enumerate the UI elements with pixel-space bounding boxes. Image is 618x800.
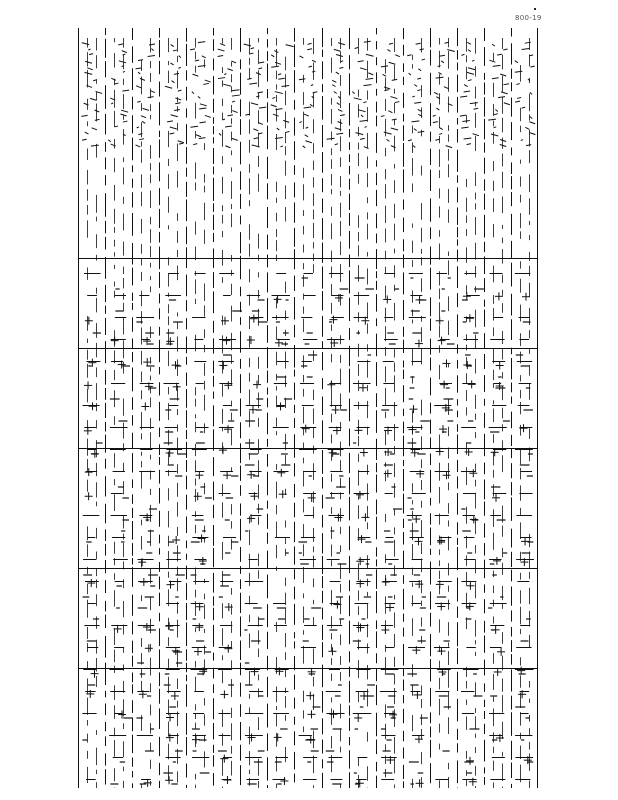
- header-tick-mark: [225, 126, 232, 127]
- header-tick-mark: [205, 115, 211, 117]
- header-tick-mark: [473, 134, 479, 136]
- header-tick-mark: [89, 54, 93, 55]
- header-tick-mark: [422, 59, 425, 60]
- header-tick-mark: [256, 96, 259, 97]
- header-tick-mark: [82, 43, 89, 45]
- header-tick-mark: [141, 116, 146, 118]
- header-tick-mark: [515, 101, 520, 102]
- header-tick-mark: [412, 96, 415, 97]
- header-tick-mark: [192, 74, 198, 76]
- header-tick-mark: [123, 71, 125, 72]
- header-tick-mark: [464, 85, 468, 87]
- page-number: 800-19: [515, 14, 542, 22]
- header-tick-mark: [178, 67, 180, 68]
- header-tick-mark: [470, 103, 478, 104]
- header-tick-mark: [493, 127, 496, 128]
- header-tick-mark: [360, 138, 365, 139]
- header-tick-mark: [198, 96, 200, 98]
- header-tick-mark: [218, 78, 225, 79]
- header-tick-mark: [299, 56, 303, 58]
- header-tick-mark: [303, 146, 305, 148]
- header-tick-mark: [304, 114, 309, 116]
- header-tick-mark: [468, 80, 472, 81]
- header-tick-mark: [232, 90, 240, 91]
- header-tick-mark: [493, 65, 501, 66]
- header-tick-mark: [332, 80, 336, 82]
- header-tick-mark: [446, 146, 452, 148]
- header-tick-mark: [179, 56, 181, 58]
- header-tick-mark: [299, 122, 301, 123]
- header-tick-mark: [271, 55, 274, 57]
- header-tick-mark: [500, 74, 506, 76]
- header-tick-mark: [501, 92, 508, 94]
- header-tick-mark: [228, 115, 233, 116]
- header-tick-mark: [497, 54, 502, 55]
- header-tick-mark: [306, 127, 309, 128]
- header-tick-mark: [275, 62, 281, 64]
- header-tick-mark: [389, 62, 396, 64]
- header-tick-mark: [232, 101, 235, 102]
- header-tick-mark: [251, 48, 254, 49]
- header-tick-mark: [334, 91, 337, 93]
- header-tick-mark: [138, 60, 143, 61]
- header-tick-mark: [259, 133, 263, 134]
- header-tick-mark: [253, 129, 258, 131]
- header-tick-mark: [205, 80, 211, 82]
- header-tick-mark: [199, 138, 206, 139]
- header-tick-mark: [515, 71, 522, 72]
- corner-speck: [534, 8, 536, 10]
- header-tick-mark: [384, 90, 388, 91]
- header-tick-mark: [178, 90, 182, 91]
- header-tick-mark: [389, 43, 393, 44]
- header-tick-mark: [390, 97, 397, 99]
- header-tick-mark: [122, 51, 127, 53]
- header-tick-mark: [118, 44, 123, 45]
- header-tick-mark: [388, 111, 392, 113]
- header-tick-mark: [85, 132, 89, 134]
- header-tick-mark: [121, 110, 128, 112]
- header-tick-mark: [364, 85, 372, 86]
- header-tick-mark: [472, 60, 475, 61]
- header-tick-mark: [259, 62, 264, 63]
- header-tick-mark: [461, 127, 468, 128]
- header-tick-mark: [135, 68, 141, 69]
- header-tick-mark: [219, 133, 221, 135]
- header-tick-mark: [249, 83, 257, 84]
- header-tick-mark: [148, 55, 155, 56]
- header-tick-mark: [85, 61, 92, 63]
- header-tick-mark: [517, 97, 521, 98]
- header-tick-mark: [327, 138, 335, 139]
- header-tick-mark: [474, 108, 478, 109]
- header-tick-mark: [408, 140, 412, 141]
- header-tick-mark: [167, 121, 173, 122]
- header-tick-mark: [142, 121, 145, 123]
- header-tick-mark: [387, 49, 390, 51]
- header-tick-mark: [108, 140, 111, 142]
- header-tick-mark: [420, 49, 424, 50]
- header-tick-mark: [503, 84, 509, 85]
- header-tick-mark: [462, 121, 469, 122]
- header-tick-mark: [492, 44, 495, 46]
- header-tick-mark: [439, 133, 442, 134]
- header-tick-mark: [468, 68, 475, 70]
- header-tick-mark: [137, 127, 139, 128]
- header-tick-mark: [307, 49, 312, 50]
- header-tick-mark: [355, 133, 363, 135]
- header-tick-mark: [87, 68, 93, 70]
- header-tick-mark: [383, 74, 387, 76]
- header-tick-mark: [358, 61, 364, 62]
- header-tick-mark: [444, 87, 449, 89]
- header-tick-mark: [441, 61, 444, 63]
- header-tick-mark: [464, 138, 472, 139]
- header-tick-mark: [467, 42, 470, 44]
- header-tick-mark: [489, 60, 495, 62]
- header-tick-mark: [384, 87, 390, 89]
- header-tick-mark: [174, 73, 179, 74]
- header-tick-mark: [232, 138, 238, 140]
- header-tick-mark: [224, 74, 226, 75]
- header-tick-mark: [251, 103, 258, 105]
- header-tick-mark: [460, 96, 467, 97]
- header-tick-mark: [280, 146, 283, 147]
- header-tick-mark: [338, 43, 345, 45]
- header-tick-mark: [165, 86, 172, 88]
- header-tick-mark: [360, 68, 367, 70]
- header-tick-mark: [417, 90, 421, 91]
- header-tick-mark: [170, 133, 175, 134]
- header-tick-mark: [525, 127, 529, 129]
- header-tick-mark: [179, 143, 183, 144]
- header-tick-mark: [232, 111, 237, 113]
- header-tick-mark: [277, 128, 280, 130]
- header-tick-mark: [311, 85, 313, 86]
- header-tick-mark: [435, 139, 439, 140]
- header-tick-mark: [515, 61, 518, 63]
- header-tick-mark: [271, 66, 279, 67]
- header-tick-mark: [384, 132, 392, 134]
- header-tick-mark: [460, 115, 466, 116]
- header-tick-mark: [433, 122, 438, 123]
- header-tick-mark: [339, 67, 343, 68]
- header-tick-mark: [395, 102, 399, 103]
- header-tick-mark: [254, 138, 259, 139]
- header-tick-mark: [258, 92, 263, 93]
- header-tick-mark: [195, 60, 199, 61]
- header-tick-mark: [271, 105, 277, 107]
- header-tick-mark: [392, 79, 398, 80]
- header-tick-mark: [464, 91, 470, 92]
- header-tick-mark: [304, 107, 312, 108]
- header-tick-mark: [416, 43, 421, 44]
- header-tick-mark: [245, 114, 249, 115]
- header-tick-mark: [491, 134, 498, 136]
- header-tick-mark: [414, 102, 421, 103]
- header-tick-mark: [338, 122, 343, 124]
- header-tick-mark: [498, 97, 505, 98]
- header-tick-mark: [526, 145, 531, 146]
- header-tick-mark: [392, 119, 397, 120]
- header-tick-mark: [199, 108, 206, 109]
- header-tick-mark: [305, 135, 308, 137]
- header-tick-mark: [202, 56, 206, 58]
- header-tick-mark: [395, 55, 400, 57]
- header-tick-mark: [364, 41, 371, 42]
- header-tick-mark: [95, 119, 100, 120]
- header-tick-mark: [530, 92, 532, 94]
- header-tick-mark: [368, 73, 373, 75]
- header-tick-mark: [308, 43, 312, 44]
- header-tick-mark: [275, 92, 283, 94]
- header-tick-mark: [149, 44, 155, 45]
- header-tick-mark: [354, 98, 362, 100]
- header-tick-mark: [231, 61, 236, 63]
- header-tick-mark: [433, 115, 436, 116]
- header-tick-mark: [122, 90, 129, 91]
- header-tick-mark: [223, 84, 231, 86]
- header-tick-mark: [409, 73, 411, 75]
- header-tick-mark: [193, 144, 197, 145]
- header-tick-mark: [173, 50, 177, 51]
- header-tick-mark: [495, 109, 497, 111]
- schematic-grid-sheet: [78, 28, 538, 788]
- header-tick-mark: [436, 77, 444, 78]
- header-tick-mark: [140, 78, 145, 80]
- header-tick-mark: [413, 145, 415, 147]
- header-tick-mark: [363, 102, 366, 103]
- header-tick-mark: [151, 49, 153, 51]
- header-tick-mark: [220, 44, 225, 46]
- header-tick-mark: [196, 135, 201, 137]
- header-tick-mark: [199, 122, 205, 123]
- header-tick-mark: [529, 122, 535, 124]
- header-tick-mark: [468, 50, 471, 52]
- header-tick-mark: [309, 66, 312, 67]
- header-tick-mark: [258, 68, 262, 69]
- header-tick-mark: [492, 78, 499, 79]
- header-tick-mark: [91, 145, 99, 146]
- header-tick-mark: [500, 140, 506, 142]
- header-tick-mark: [461, 54, 464, 55]
- header-tick-mark: [190, 126, 198, 127]
- header-tick-mark: [90, 98, 96, 100]
- header-tick-mark: [111, 144, 116, 146]
- header-tick-mark: [136, 145, 141, 147]
- header-tick-mark: [503, 49, 507, 50]
- header-tick-mark: [123, 121, 128, 122]
- header-tick-mark: [84, 72, 92, 74]
- header-tick-mark: [115, 126, 119, 127]
- header-tick-mark: [305, 141, 312, 143]
- header-tick-mark: [278, 78, 284, 79]
- header-tick-mark: [259, 107, 266, 108]
- header-tick-mark: [521, 140, 523, 141]
- header-tick-mark: [192, 92, 194, 94]
- header-tick-mark: [171, 45, 174, 47]
- header-tick-mark: [190, 49, 195, 50]
- header-tick-mark: [137, 101, 140, 102]
- header-tick-mark: [136, 86, 141, 88]
- header-tick-mark: [337, 103, 340, 105]
- header-tick-mark: [414, 129, 417, 131]
- header-tick-mark: [335, 144, 338, 145]
- header-tick-mark: [82, 139, 87, 140]
- header-tick-mark: [175, 103, 180, 104]
- header-tick-mark: [386, 139, 389, 141]
- header-tick-mark: [522, 107, 525, 108]
- header-tick-mark: [381, 116, 385, 117]
- header-tick-mark: [123, 54, 126, 55]
- header-tick-mark: [313, 92, 318, 93]
- header-tick-mark: [88, 49, 90, 50]
- header-tick-mark: [171, 115, 178, 117]
- header-tick-mark: [334, 49, 341, 51]
- header-tick-mark: [200, 104, 207, 106]
- header-tick-mark: [218, 49, 225, 51]
- header-tick-mark: [439, 128, 442, 130]
- header-tick-mark: [175, 98, 181, 100]
- header-tick-mark: [434, 92, 438, 94]
- header-tick-mark: [355, 47, 358, 48]
- header-tick-mark: [283, 120, 289, 122]
- header-tick-mark: [366, 78, 374, 79]
- header-tick-mark: [494, 114, 498, 115]
- header-tick-mark: [439, 55, 445, 56]
- header-tick-mark: [232, 95, 240, 96]
- header-tick-mark: [358, 110, 366, 112]
- header-tick-mark: [418, 69, 421, 71]
- header-tick-mark: [312, 60, 316, 62]
- header-tick-mark: [139, 139, 144, 140]
- header-tick-mark: [336, 133, 343, 134]
- header-tick-mark: [381, 66, 388, 67]
- header-tick-mark: [273, 114, 279, 116]
- header-tick-mark: [352, 92, 354, 94]
- header-tick-mark: [418, 131, 425, 132]
- header-tick-mark: [467, 72, 474, 74]
- header-tick-mark: [438, 66, 441, 67]
- header-tick-mark: [92, 128, 97, 130]
- header-tick-mark: [312, 71, 315, 72]
- header-tick-mark: [417, 78, 421, 79]
- header-tick-mark: [530, 133, 536, 135]
- header-tick-mark: [391, 128, 398, 130]
- header-tick-mark: [81, 115, 87, 116]
- header-tick-mark: [247, 78, 251, 79]
- header-tick-mark: [286, 45, 294, 47]
- header-tick-mark: [310, 104, 313, 106]
- header-tick-mark: [227, 69, 232, 71]
- header-tick-mark: [361, 115, 363, 117]
- header-tick-mark: [143, 108, 149, 110]
- header-tick-mark: [411, 121, 419, 122]
- header-tick-mark: [365, 126, 367, 127]
- header-tick-mark: [138, 72, 140, 74]
- header-tick-mark: [414, 84, 417, 86]
- header-tick-mark: [278, 74, 281, 75]
- header-tick-mark: [366, 54, 374, 56]
- header-tick-mark: [172, 81, 175, 83]
- header-tick-mark: [332, 85, 335, 87]
- header-tick-mark: [244, 44, 251, 46]
- header-tick-mark: [488, 119, 496, 120]
- header-tick-mark: [336, 72, 339, 74]
- header-tick-mark: [119, 61, 126, 63]
- header-tick-mark: [340, 115, 345, 116]
- header-tick-mark: [438, 72, 441, 74]
- header-tick-mark: [530, 116, 533, 118]
- header-tick-mark: [218, 56, 223, 57]
- header-tick-mark: [467, 144, 471, 145]
- header-tick-mark: [500, 145, 506, 147]
- header-tick-mark: [282, 86, 290, 87]
- header-tick-mark: [407, 55, 411, 56]
- header-tick-mark: [522, 49, 530, 50]
- header-tick-mark: [225, 146, 230, 148]
- header-tick-mark: [299, 79, 305, 80]
- header-tick-mark: [360, 120, 368, 121]
- header-tick-mark: [174, 109, 180, 110]
- header-tick-mark: [272, 97, 275, 98]
- header-tick-mark: [336, 55, 343, 57]
- header-tick-mark: [203, 83, 209, 84]
- header-tick-mark: [111, 103, 113, 104]
- header-tick-mark: [198, 42, 205, 43]
- header-tick-mark: [436, 108, 439, 110]
- header-tick-mark: [178, 141, 184, 143]
- header-tick-mark: [504, 103, 510, 105]
- header-tick-mark: [338, 109, 342, 111]
- header-tick-mark: [516, 84, 520, 85]
- header-tick-mark: [111, 78, 116, 80]
- header-tick-mark: [148, 97, 154, 98]
- header-tick-mark: [286, 131, 290, 132]
- header-tick-mark: [170, 127, 177, 129]
- header-tick-mark: [170, 63, 173, 65]
- header-tick-mark: [525, 42, 531, 43]
- header-tick-mark: [530, 66, 534, 67]
